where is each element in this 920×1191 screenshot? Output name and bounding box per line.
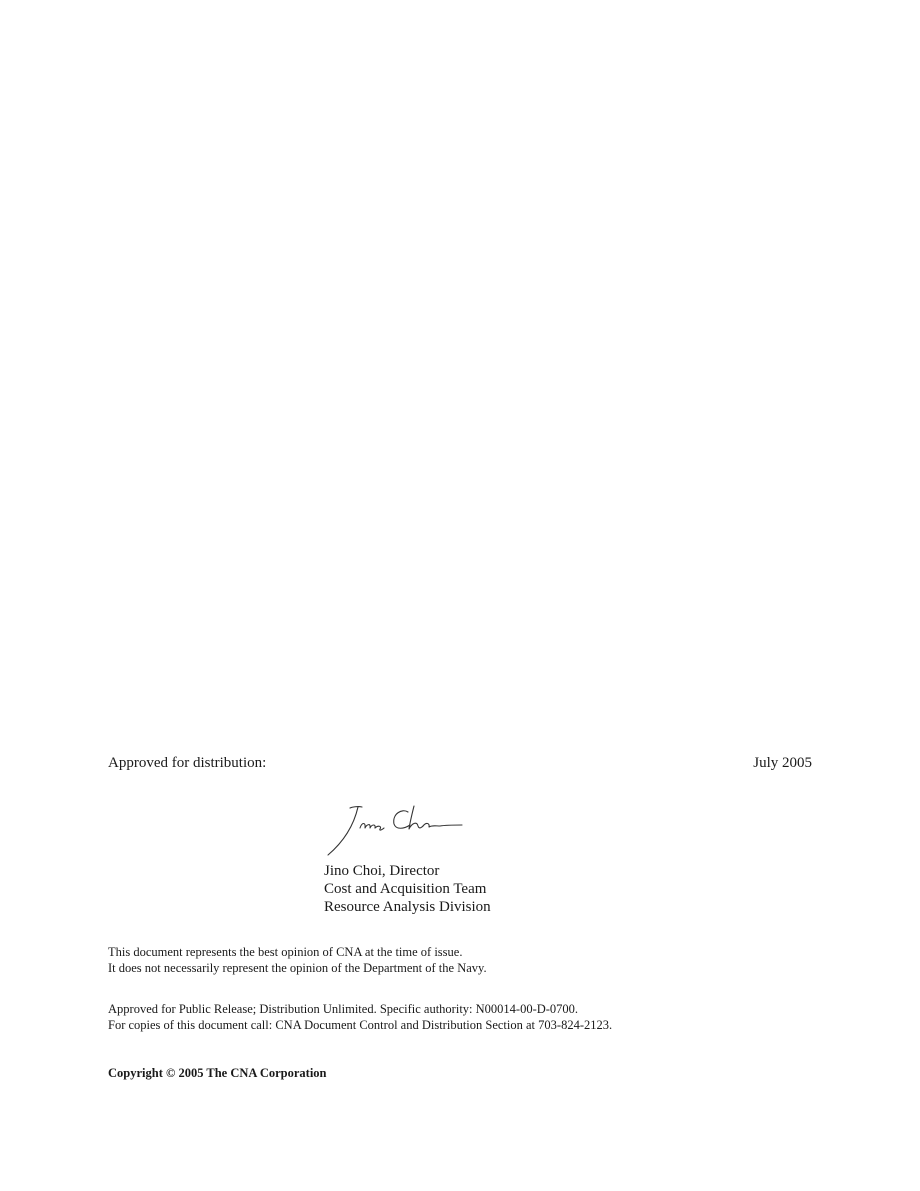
handwritten-signature	[322, 800, 472, 860]
signatory-name-title: Jino Choi, Director	[324, 863, 440, 879]
approval-label: Approved for distribution:	[108, 755, 267, 771]
signatory-division: Resource Analysis Division	[324, 899, 491, 915]
disclaimer-line-1: This document represents the best opinion of CNA at the time of issue.	[108, 945, 463, 959]
signatory-team: Cost and Acquisition Team	[324, 881, 487, 897]
disclaimer-line-2: It does not necessarily represent the opinion of the Department of the Navy.	[108, 961, 487, 975]
copyright-notice: Copyright © 2005 The CNA Corporation	[108, 1066, 327, 1080]
disclaimer-block	[108, 944, 487, 976]
release-block	[108, 1001, 612, 1033]
release-line-1: Approved for Public Release; Distribution Unlimited. Specific authority: N00014-00-D-0700.	[108, 1002, 579, 1016]
signatory-block	[324, 862, 491, 916]
release-line-2: For copies of this document call: CNA Document Control and Distribution Section at 703-824-2123.	[108, 1018, 613, 1032]
approval-date: July 2005	[753, 755, 812, 771]
